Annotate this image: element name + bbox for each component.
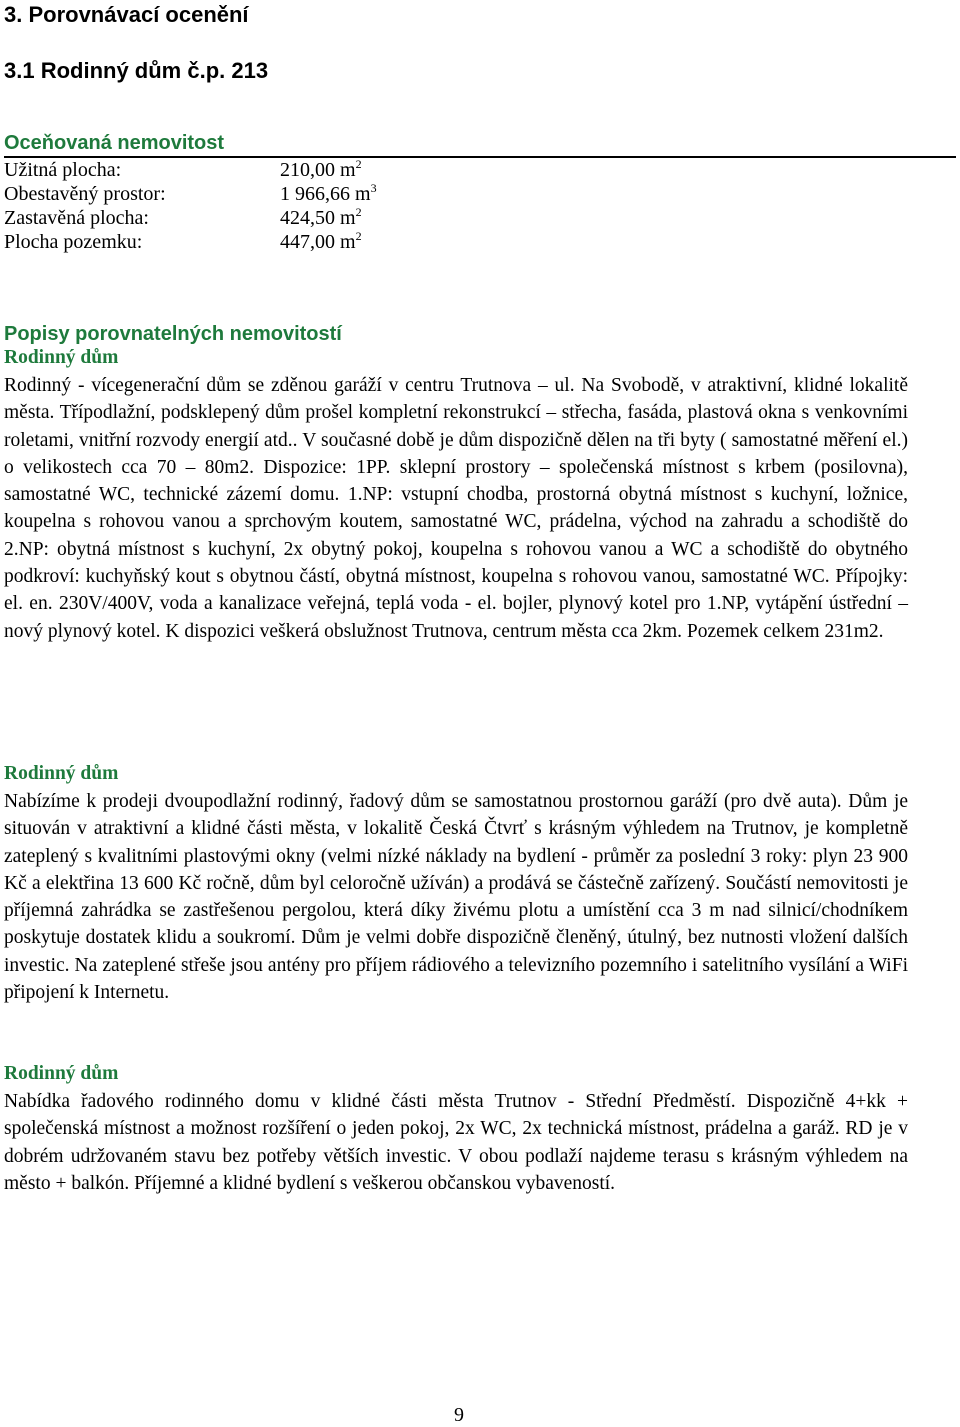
document-page: [4, 0, 956, 1425]
comparable-block: [4, 762, 908, 1006]
comparable-block: [4, 1062, 908, 1197]
fact-value: 210,00 $m^2$: [280, 157, 362, 181]
unit-power: 2: [355, 205, 362, 219]
comparable-text: Rodinný - vícegenerační dům se zděnou garáží v centru Trutnova – ul. Na Svobodě, v atraktivní, klidné lokalitě města. Třípodlažní, podsklepený dům prošel kompletní rekonstrukcí – střecha, fasáda, plastová okna s venkovními roletami, vnitřní rozvody energií atd.. V současné době je dům dispozičně dělen na tři byty ( samostatné měření el.) o velikostech cca 70 – 80m2. Dispozice: 1PP. sklepní prostory – společenská místnost s krbem (posilovna), samostatné WC, technické zázemí domu. 1.NP: vstupní chodba, prostorná obytná místnost s kuchyní, ložnice, koupelna s rohovou vanou a sprchovým koutem, samostatné WC, prádelna, východ na zahradu a schodiště do 2.NP: obytná místnost s kuchyní, 2x obytný pokoj, koupelna s rohovou vanou a WC a schodiště do obytného podkroví: kuchyňský kout s obytnou částí, obytná místnost, koupelna s rohovou vanou, samostatné WC. Přípojky: el. en. 230V/400V, voda a kanalizace veřejná, teplá voda - el. bojler, plynový kotel pro 1.NP, vytápění ústřední – nový plynový kotel. K dispozici veškerá obslužnost Trutnova, centrum města cca 2km. Pozemek celkem 231m2.: [4, 375, 908, 642]
fact-row: [4, 206, 604, 230]
subject-facts: [4, 158, 604, 254]
fact-row: [4, 182, 604, 206]
comparable-title: Rodinný dům: [4, 763, 119, 784]
fact-row: [4, 158, 604, 182]
fact-value: 424,50 $m^2$: [280, 205, 362, 229]
fact-row: [4, 230, 604, 254]
comparable-title: Rodinný dům: [4, 1063, 119, 1084]
subsection-title: 3.1 Rodinný dům č.p. 213: [4, 58, 269, 83]
fact-label: Obestavěný prostor:: [4, 183, 166, 205]
fact-value: 1 966,66 $m^3$: [280, 181, 377, 205]
section-title: 3. Porovnávací ocenění: [4, 2, 249, 27]
page-number: 9: [454, 1404, 464, 1426]
comparable-title: Rodinný dům: [4, 347, 119, 368]
fact-label: Užitná plocha:: [4, 159, 122, 181]
unit-power: 3: [370, 181, 377, 195]
comparable-block: [4, 346, 908, 645]
unit-power: 2: [355, 157, 362, 171]
comparable-text: Nabídka řadového rodinného domu v klidné části města Trutnov - Střední Předměstí. Dispozičně 4+kk + společenská místnost a možnost rozšíření o jeden pokoj, 2x WC, 2x technická místnost, prádelna a garáž. RD je v dobrém udržovaném stavu bez potřeby větších investic. V obou podlaží najdeme terasu s krásným výhledem na město + balkón. Příjemné a klidné bydlení s veškerou občanskou vybaveností.: [4, 1091, 908, 1194]
subject-heading-row: [4, 130, 956, 158]
comparables-heading: Popisy porovnatelných nemovitostí: [4, 323, 342, 345]
fact-value: 447,00 $m^2$: [280, 229, 362, 253]
subject-heading: Oceňovaná nemovitost: [4, 132, 225, 154]
fact-label: Zastavěná plocha:: [4, 207, 149, 229]
fact-label: Plocha pozemku:: [4, 231, 143, 253]
unit-power: 2: [355, 229, 362, 243]
comparable-text: Nabízíme k prodeji dvoupodlažní rodinný, řadový dům se samostatnou prostornou garáží (pro dvě auta). Dům je situován v atraktivní a klidné části města, v lokalitě Česká Čtvrť s krásným výhledem na Trutnov, je kompletně zateplený s kvalitními plastovými okny (velmi nízké náklady na bydlení - průměr za poslední 3 roky: plyn 23 900 Kč a elektřina 13 600 Kč ročně, dům byl celoročně užíván) a prodává se částečně zařízený. Součástí nemovitosti je příjemná zahrádka se zastřešenou pergolou, která díky živému plotu a umístění cca 3 m nad silnicí/chodníkem poskytuje dostatek klidu a soukromí. Dům je velmi dobře dispozičně členěný, útulný, bez nutnosti vložení dalších investic. Na zateplené střeše jsou antény pro příjem rádiového a televizního pozemního i satelitního vysílání a WiFi připojení k Internetu.: [4, 791, 908, 1004]
